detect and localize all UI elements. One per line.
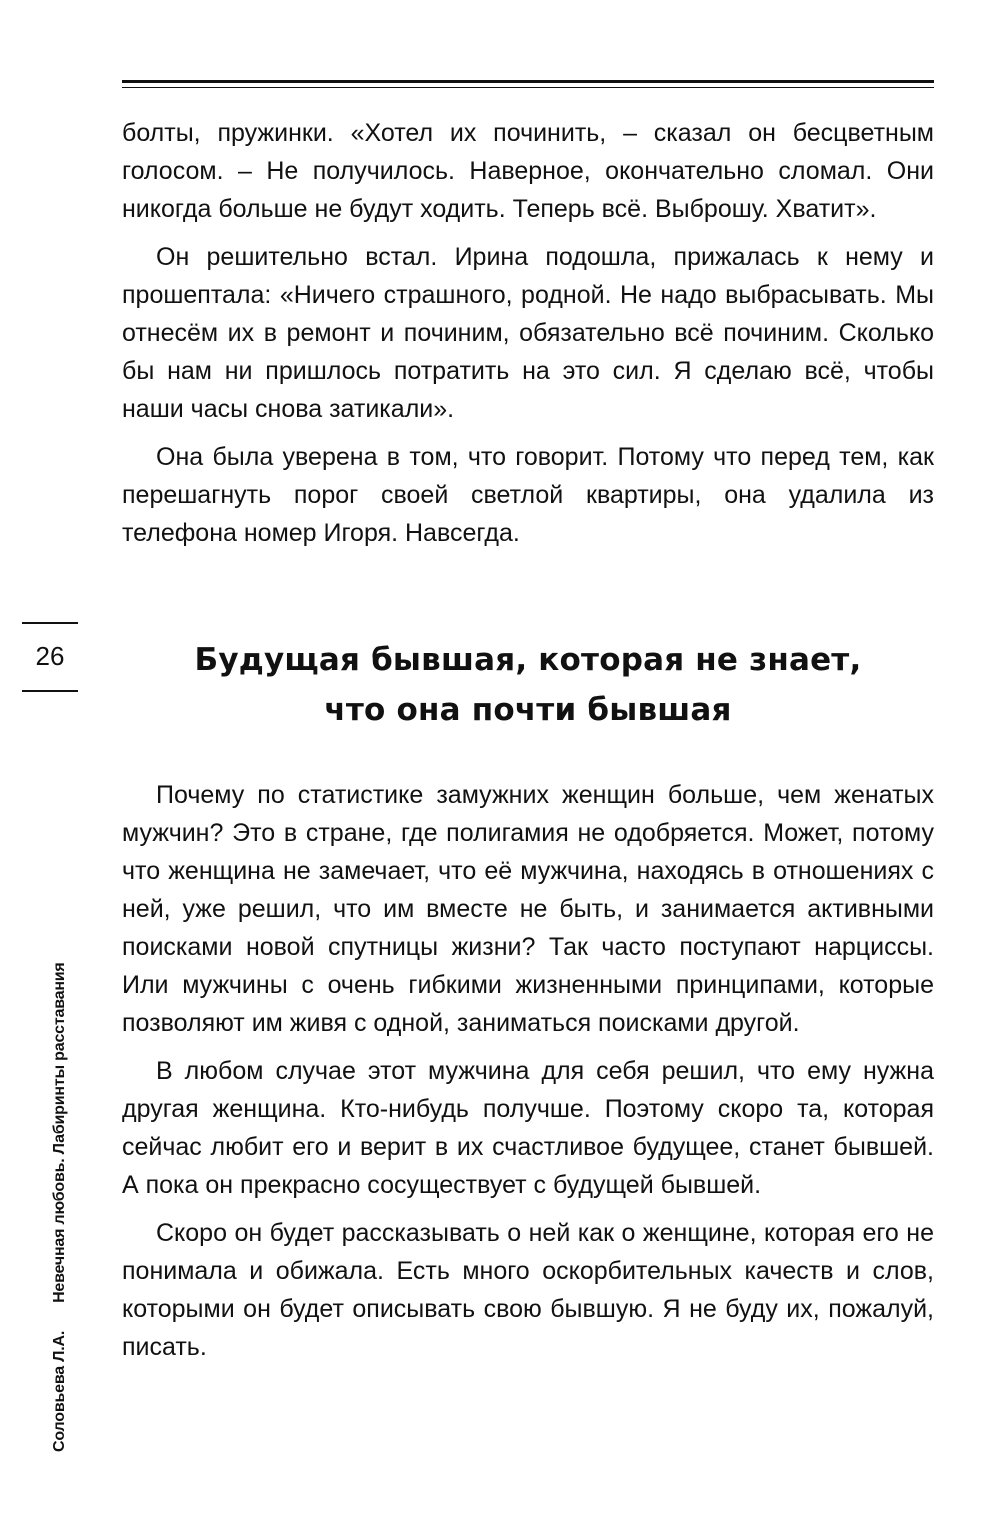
chapter-title-line-2: что она почти бывшая	[324, 692, 732, 728]
chapter-title-line-1: Будущая бывшая, которая не знает,	[194, 642, 862, 678]
page-number-rule-top	[22, 622, 78, 624]
page-number-rule-bottom	[22, 690, 78, 692]
paragraph: Почему по статистике замужних женщин больше, чем женатых мужчин? Это в стране, где полигамия не одобряется. Может, потому что женщина не замечает, что её мужчина, находясь в отношениях с ней, уже решил, что им вместе не быть, и занимается активными поисками новой спутницы жизни? Так часто поступают нарциссы. Или мужчины с очень гибкими жизненными принципами, которые позволяют им живя с одной, заниматься поисками другой.	[122, 781, 934, 1037]
header-rule-thin	[122, 87, 934, 88]
chapter-heading	[122, 635, 934, 735]
bottom-text-section	[122, 776, 934, 1376]
paragraph: В любом случае этот мужчина для себя решил, что ему нужна другая женщина. Кто-нибудь получше. Поэтому скоро та, которая сейчас любит его и верит в их счастливое будущее, станет бывшей. А пока он прекрасно сосуществует с будущей бывшей.	[122, 1057, 934, 1199]
book-author: Соловьева Л.А.	[51, 1330, 68, 1452]
paragraph: Скоро он будет рассказывать о ней как о женщине, которая его не понимала и обижала. Есть много оскорбительных качеств и слов, которыми он будет описывать свою бывшую. Я не буду их, пожалуй, писать.	[122, 1219, 934, 1361]
paragraph: Она была уверена в том, что говорит. Потому что перед тем, как перешагнуть порог своей светлой квартиры, она удалила из телефона номер Игоря. Навсегда.	[122, 443, 934, 547]
page-number: 26	[35, 641, 65, 671]
top-text-section	[122, 114, 934, 562]
paragraph: болты, пружинки. «Хотел их починить, – сказал он бесцветным голосом. – Не получилось. Наверное, окончательно сломал. Они никогда больше не будут ходить. Теперь всё. Выброшу. Хватит».	[122, 119, 934, 223]
book-title: Невечная любовь. Лабиринты расставания	[51, 962, 68, 1303]
paragraph: Он решительно встал. Ирина подошла, прижалась к нему и прошептала: «Ничего страшного, родной. Не надо выбрасывать. Мы отнесём их в ремонт и починим, обязательно всё починим. Сколько бы нам ни пришлось потратить на это сил. Я сделаю всё, чтобы наши часы снова затикали».	[122, 243, 934, 423]
running-footer-caption	[50, 962, 70, 1452]
header-rule-thick	[122, 80, 934, 83]
